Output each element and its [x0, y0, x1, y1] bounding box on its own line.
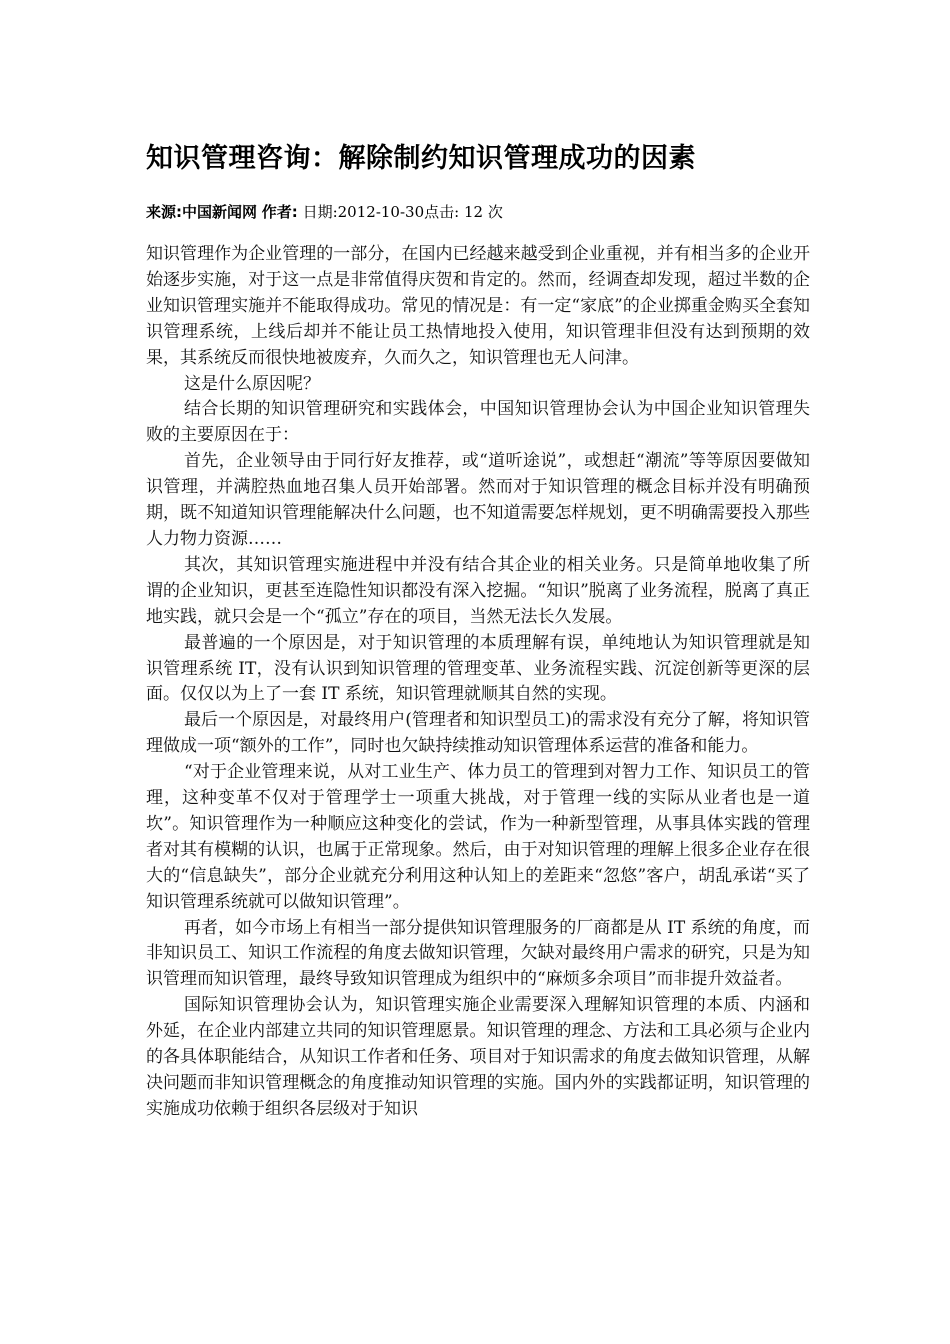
- paragraph: 首先，企业领导由于同行好友推荐，或“道听途说”，或想赶“潮流”等等原因要做知识管理，并满腔热血地召集人员开始部署。然而对于知识管理的概念目标并没有明确预期，既不知道知识管理能解决什么问题，也不知道需要怎样规划，更不明确需要投入那些人力物力资源……: [146, 451, 810, 549]
- article-title: 知识管理咨询：解除制约知识管理成功的因素: [146, 143, 696, 174]
- paragraph: 其次，其知识管理实施进程中并没有结合其企业的相关业务。只是简单地收集了所谓的企业知识，更甚至连隐性知识都没有深入挖掘。“知识”脱离了业务流程，脱离了真正地实践，就只会是一个“孤立”存在的项目，当然无法长久发展。: [146, 554, 810, 627]
- paragraph: 知识管理作为企业管理的一部分，在国内已经越来越受到企业重视，并有相当多的企业开始逐步实施，对于这一点是非常值得庆贺和肯定的。然而，经调查却发现，超过半数的企业知识管理实施并不能取得成功。常见的情况是：有一定“家底”的企业掷重金购买全套知识管理系统，上线后却并不能让员工热情地投入使用，知识管理非但没有达到预期的效果，其系统反而很快地被废弃，久而久之，知识管理也无人问津。: [146, 244, 810, 368]
- date-value: 2012-10-30: [337, 203, 425, 221]
- paragraph: 再者，如今市场上有相当一部分提供知识管理服务的厂商都是从 IT 系统的角度，而非知识员工、知识工作流程的角度去做知识管理，欠缺对最终用户需求的研究，只是为知识管理而知识管理，最终导致知识管理成为组织中的“麻烦多余项目”而非提升效益者。: [146, 917, 810, 990]
- article-meta: [146, 201, 503, 222]
- paragraph: 结合长期的知识管理研究和实践体会，中国知识管理协会认为中国企业知识管理失败的主要原因在于：: [146, 399, 810, 446]
- clicks-unit: 次: [487, 203, 503, 221]
- clicks-count: 12: [463, 203, 484, 221]
- paragraph: 最普遍的一个原因是，对于知识管理的本质理解有误，单纯地认为知识管理就是知识管理系统 IT，没有认识到知识管理的管理变革、业务流程实践、沉淀创新等更深的层面。仅仅以为上了一套 IT 系统，知识管理就顺其自然的实现。: [146, 632, 810, 705]
- paragraph: 国际知识管理协会认为，知识管理实施企业需要深入理解知识管理的本质、内涵和外延，在企业内部建立共同的知识管理愿景。知识管理的理念、方法和工具必须与企业内的各具体职能结合，从知识工作者和任务、项目对于知识需求的角度去做知识管理，从解决问题而非知识管理概念的角度推动知识管理的实施。国内外的实践都证明，知识管理的实施成功依赖于组织各层级对于知识: [146, 995, 810, 1119]
- clicks-label: 点击:: [424, 203, 460, 221]
- source-label: 来源:: [146, 203, 182, 221]
- article-body: [146, 242, 810, 1123]
- paragraph: 最后一个原因是，对最终用户(管理者和知识型员工)的需求没有充分了解，将知识管理做成一项“额外的工作”，同时也欠缺持续推动知识管理体系运营的准备和能力。: [146, 710, 810, 757]
- paragraph: 这是什么原因呢？: [184, 373, 320, 394]
- date-label: 日期:: [302, 203, 338, 221]
- source-name: 中国新闻网: [182, 203, 258, 221]
- author-label: 作者:: [261, 203, 298, 221]
- paragraph: “对于企业管理来说，从对工业生产、体力员工的管理到对智力工作、知识员工的管理，这种变革不仅对于管理学士一项重大挑战，对于管理一线的实际从业者也是一道坎”。知识管理作为一种顺应这种变化的尝试，作为一种新型管理，从事具体实践的管理者对其有模糊的认识，也属于正常现象。然后，由于对知识管理的理解上很多企业存在很大的“信息缺失”，部分企业就充分利用这种认知上的差距来“忽悠”客户，胡乱承诺“买了知识管理系统就可以做知识管理”。: [146, 762, 810, 912]
